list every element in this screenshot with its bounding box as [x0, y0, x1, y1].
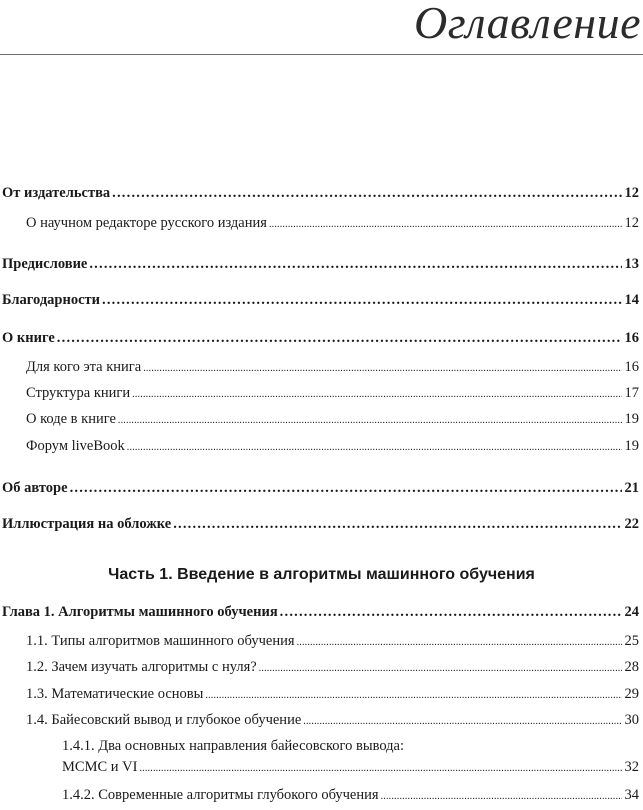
leader-dots: [381, 788, 622, 805]
toc-entry-label: Благодарности: [2, 292, 101, 308]
toc-entry-cover-illustration[interactable]: [2, 516, 639, 533]
leader-dots: [102, 292, 621, 309]
toc-entry-1-4-1[interactable]: [62, 759, 639, 777]
toc-entry-code[interactable]: [26, 411, 639, 429]
toc-entry-audience[interactable]: [26, 359, 639, 377]
leader-dots: [70, 480, 622, 497]
toc-entry-label: 1.1. Типы алгоритмов машинного обучения: [26, 633, 295, 649]
page-title: Оглавление: [413, 0, 641, 48]
toc-entry-structure[interactable]: [26, 385, 639, 403]
toc-entry-page: 16: [624, 359, 639, 375]
toc-entry-1-3[interactable]: [26, 686, 639, 704]
toc-entry-label: 1.3. Математические основы: [26, 686, 204, 702]
leader-dots: [303, 713, 621, 730]
toc-entry-page: 17: [624, 385, 639, 401]
toc-entry-page: 24: [624, 604, 639, 620]
toc-entry-label: Структура книги: [26, 385, 131, 401]
toc-entry-label: Иллюстрация на обложке: [2, 516, 172, 532]
toc-entry-label: От издательства: [2, 185, 111, 201]
toc-entry-page: 25: [624, 633, 639, 649]
toc-entry-page: 28: [624, 659, 639, 675]
toc-entry-page: 12: [624, 185, 639, 201]
toc-entry-label: О коде в книге: [26, 411, 116, 427]
toc-entry-page: 21: [624, 480, 639, 496]
toc-entry-label: О книге: [2, 330, 55, 346]
toc-entry-page: 19: [624, 438, 639, 454]
toc-entry-page: 22: [624, 516, 639, 532]
toc-entry-label: MCMC и VI: [62, 759, 138, 775]
toc-entry-page: 29: [624, 686, 639, 702]
toc-entry-1-1[interactable]: [26, 633, 639, 651]
leader-dots: [280, 604, 622, 621]
toc-entry-1-4-1-line1[interactable]: 1.4.1. Два основных направления байесовского вывода:: [62, 738, 405, 754]
leader-dots: [112, 185, 621, 202]
title-rule: [0, 54, 643, 55]
leader-dots: [173, 516, 621, 533]
toc-entry-label: Форум liveBook: [26, 438, 125, 454]
part-heading: Часть 1. Введение в алгоритмы машинного обучения: [108, 566, 535, 583]
toc-entry-label: Предисловие: [2, 256, 88, 272]
leader-dots: [132, 386, 621, 403]
toc-entry-label: 1.4. Байесовский вывод и глубокое обучение: [26, 712, 302, 728]
leader-dots: [89, 256, 621, 273]
toc-entry-1-4[interactable]: [26, 712, 639, 730]
toc-entry-about-author[interactable]: [2, 480, 639, 497]
toc-entry-page: 19: [624, 411, 639, 427]
leader-dots: [259, 660, 622, 677]
toc-entry-label: Глава 1. Алгоритмы машинного обучения: [2, 604, 278, 620]
leader-dots: [205, 687, 621, 704]
toc-entry-page: 34: [624, 787, 639, 803]
leader-dots: [269, 216, 622, 233]
toc-entry-page: 12: [624, 215, 639, 231]
toc-entry-acknowledgements[interactable]: [2, 292, 639, 309]
toc-entry-1-2[interactable]: [26, 659, 639, 677]
toc-entry-label: Об авторе: [2, 480, 68, 496]
toc-entry-label: Для кого эта книга: [26, 359, 142, 375]
toc-entry-label: 1.4.2. Современные алгоритмы глубокого обучения: [62, 787, 379, 803]
leader-dots: [57, 330, 622, 347]
toc-entry-label: О научном редакторе русского издания: [26, 215, 267, 231]
leader-dots: [297, 634, 622, 651]
toc-entry-forum[interactable]: [26, 438, 639, 456]
toc-entry-scientific-editor[interactable]: [26, 215, 639, 233]
toc-entry-preface[interactable]: [2, 256, 639, 273]
toc-entry-about-book[interactable]: [2, 330, 639, 347]
toc-entry-page: 16: [624, 330, 639, 346]
toc-entry-1-4-2[interactable]: [62, 787, 639, 805]
leader-dots: [139, 760, 621, 777]
toc-entry-from-publisher[interactable]: [2, 185, 639, 202]
leader-dots: [143, 360, 621, 377]
leader-dots: [127, 439, 622, 456]
toc-entry-chapter-1[interactable]: [2, 604, 639, 621]
toc-entry-label: 1.2. Зачем изучать алгоритмы с нуля?: [26, 659, 257, 675]
toc-entry-page: 32: [624, 759, 639, 775]
toc-entry-page: 14: [624, 292, 639, 308]
toc-entry-page: 13: [624, 256, 639, 272]
toc-entry-page: 30: [624, 712, 639, 728]
leader-dots: [118, 412, 622, 429]
